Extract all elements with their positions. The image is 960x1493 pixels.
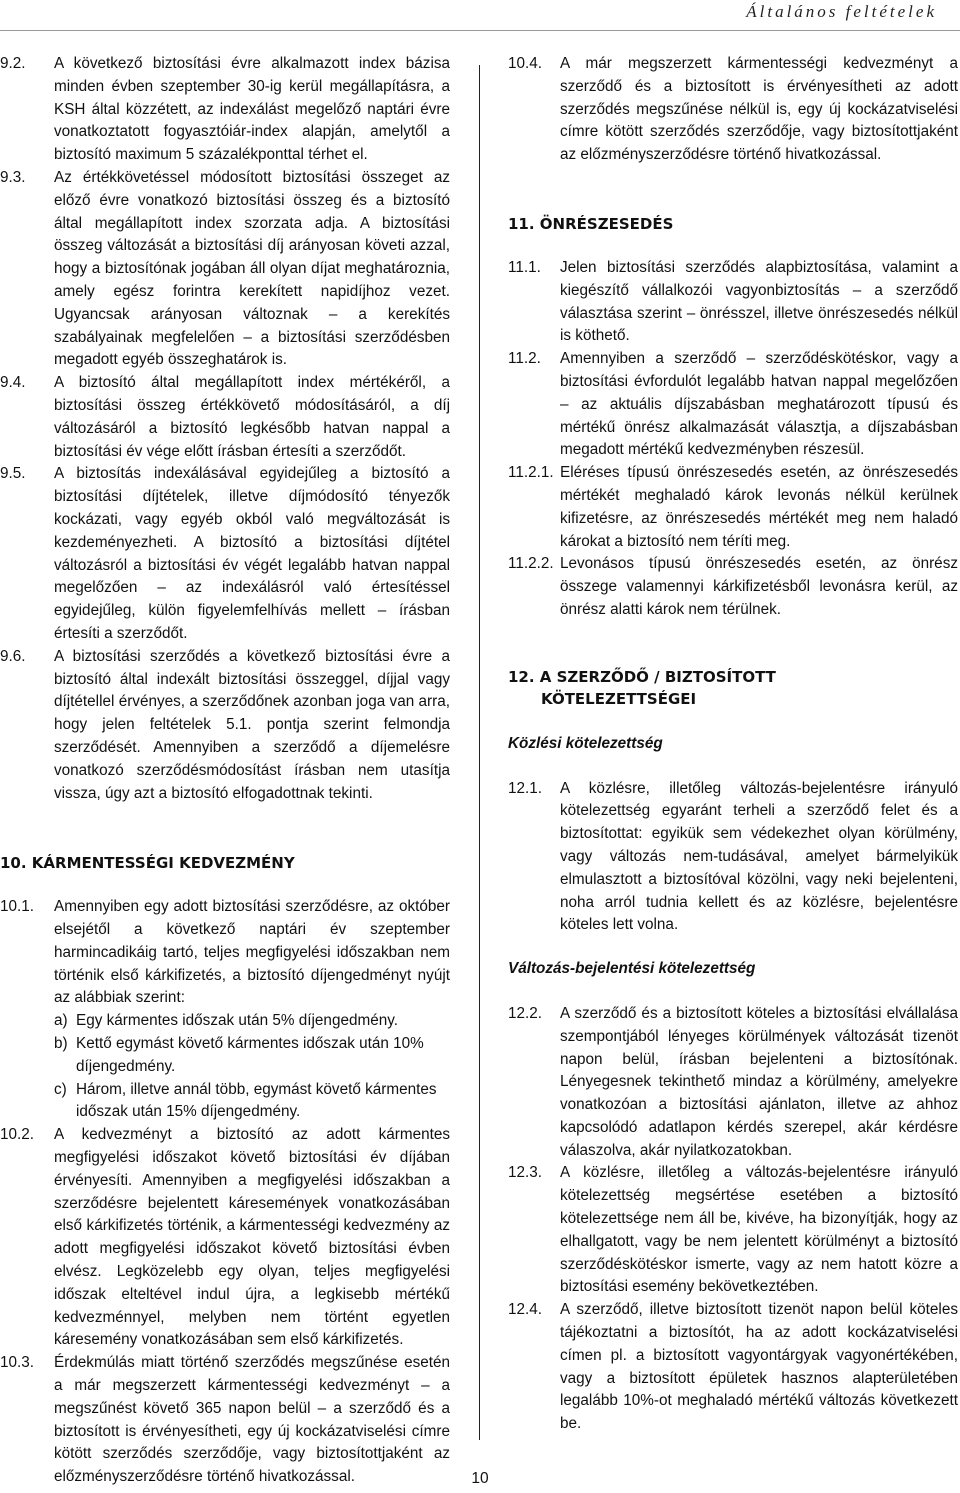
clause-number: 11.2.	[508, 350, 541, 368]
clause-text: A biztosító által megállapított index mértékéről, a biztosítási összeg értékkövető módosításáról, a díj változásáról a biztosító legkésőbb hatvan nappal a biztosítási év vége előtt írásban értesíti a szerződőt.	[54, 374, 450, 460]
clause-9-2	[0, 53, 450, 167]
clause-11-2	[508, 348, 958, 462]
clause-number: 11.2.1.	[508, 464, 554, 482]
clause-10-2	[0, 1124, 450, 1352]
clause-9-5	[0, 463, 450, 645]
clause-text: Az értékkövetéssel módosított biztosítási összeget az előző évre vonatkozó biztosítási összeg és a biztosító által megállapított index szorzata adja. A biztosítási összeg változását a biztosítási díj arányosan követi azzal, hogy a biztosítónak jogában áll olyan díjat meghatároznia, amely egész forintra kerekített napidíjhoz vezet. Ugyancsak arányosan változnak – a kerekítés szabályainak megfelelően – a biztosítási szerződésben megadott egyéb összeghatárok is.	[54, 168, 450, 369]
clause-12-2	[508, 1003, 958, 1163]
column-divider	[479, 65, 480, 1440]
clause-text: A szerződő és a biztosított köteles a biztosítási elvállalása szempontjából lényeges körülmények változását tizenöt napon belül, írásban bejelenteni a biztosítónak. Lényegesnek tekinthető mindaz a körülmény, amelyekre vonatkozóan a biztosítási ajánlaton, illetve az ahhoz kapcsolódó adatlapon kérdés szerepel, akár kérdésre válaszolva, akár nyilatkozatokban.	[560, 1004, 958, 1159]
clause-11-1	[508, 257, 958, 348]
sub-item-label: c)	[54, 1080, 67, 1098]
right-column	[508, 53, 958, 1436]
clause-number: 9.2.	[0, 55, 26, 72]
clause-12-4	[508, 1299, 958, 1436]
clause-number: 12.1.	[508, 779, 543, 797]
clause-text: A közlésre, illetőleg a változás-bejelentésre irányuló kötelezettség megsértése esetében a biztosító kötelezettsége nem áll be, kivéve, ha bizonyítják, hogy az elhallgatott, vagy be nem jelentett körülményt a biztosító szerződéskötéskor ismerte, vagy az nem hatott közre a biztosítási esemény bekövetkeztében.	[560, 1164, 958, 1296]
clause-number: 9.4.	[0, 374, 26, 392]
clause-text: Levonásos típusú önrészesedés esetén, az önrész összege valamennyi kárkifizetésből levonásra kerül, az önrész alatti károk nem térülnek.	[560, 555, 958, 618]
clause-text: A kedvezményt a biztosító az adott kármentes megfigyelési időszakot követő biztosítási év díjában érvényesíti. Amennyiben a megfigyelési időszakban a szerződésre bejelentett káresemények vonatkozásában első kárkifizetés történik, a kármentességi kedvezmény az adott megfigyelési időszakot követő biztosítási évben elvész. Legközelebb egy olyan, teljes megfigyelési időszak elteltével indul újra, a legkisebb mértékű kedvezménnyel, melyben nem történt egyetlen káresemény vonatkozásában sem első kárkifizetés.	[54, 1126, 450, 1349]
clause-text: A biztosítás indexálásával egyidejűleg a biztosító a biztosítási díjtételek, illetve díjmódosító tényezők kockázati, vagy egyéb okból való megváltozását is kezdeményezheti. A biztosító a biztosítási díjtétel változásról a biztosítási év végét legalább hatvan nappal megelőzően – az indexálásról való értesítéssel egyidejűleg, külön figyelemfelhívás mellett – írásban értesíti a szerződőt.	[54, 465, 450, 642]
page-number: 10	[471, 1470, 489, 1487]
clause-text: Jelen biztosítási szerződés alapbiztosítása, valamint a kiegészítő vállalkozói vagyonbiztosítás – a szerződő választása szerint – önrésszel, illetve önrészesedés nélkül is köthető.	[560, 258, 958, 345]
subheading-change-notification-duty: Változás-bejelentési kötelezettség	[508, 960, 756, 978]
header-rule	[0, 30, 960, 31]
clause-number: 9.6.	[0, 647, 26, 665]
sub-item-text: Egy kármentes időszak után 5% díjengedmény.	[76, 1012, 398, 1030]
clause-number: 12.3.	[508, 1164, 543, 1182]
left-column	[0, 53, 450, 1489]
clause-number: 10.3.	[0, 1354, 35, 1372]
clause-9-3	[0, 167, 450, 372]
clause-10-3	[0, 1352, 450, 1489]
sub-item-b	[54, 1033, 450, 1079]
clause-9-4	[0, 372, 450, 463]
section-11-heading: 11. ÖNRÉSZESEDÉS	[508, 214, 674, 233]
clause-number: 11.2.2.	[508, 555, 554, 573]
sub-item-label: a)	[54, 1012, 68, 1030]
sub-item-label: b)	[54, 1035, 68, 1053]
clause-number: 9.5.	[0, 465, 26, 483]
clause-number: 11.1.	[508, 258, 541, 276]
clause-text: Amennyiben egy adott biztosítási szerződésre, az október elsejétől a következő naptári év szeptember harmincadikáig tartó, teljes megfigyelési időszakban nem történik első kárkifizetés, a biztosító díjengedményt nyújt az alábbiak szerint:	[54, 898, 450, 1007]
clause-number: 12.2.	[508, 1004, 543, 1022]
clause-number: 12.4.	[508, 1301, 543, 1319]
clause-9-6	[0, 646, 450, 806]
clause-text: Amennyiben a szerződő – szerződéskötéskor, vagy a biztosítási évfordulót legalább hatvan nappal megelőzően – az aktuális díjszabásban meghatározott típusú és mértékű önrész alkalmazását választja, a díjszabásban megadott mértékű kedvezményben részesül.	[560, 350, 958, 459]
clause-text: A már megszerzett kármentességi kedvezményt a szerződő és a biztosított is érvényesítheti az adott szerződés megszűnése nélkül is, egy új kockázatviselési címre kötött szerződés szerződője, vagy biztosítottjaként az előzményszerződésre történő hivatkozással.	[560, 55, 958, 164]
sub-item-text: Kettő egymást követő kármentes időszak után 10% díjengedmény.	[76, 1035, 424, 1075]
sub-item-a	[54, 1010, 450, 1033]
clause-10-4	[508, 53, 958, 167]
clause-12-1	[508, 778, 958, 938]
clause-number: 10.4.	[508, 55, 543, 72]
clause-12-3	[508, 1162, 958, 1299]
clause-text: A következő biztosítási évre alkalmazott index bázisa minden évben szeptember 30-ig kerül megállapításra, a KSH által közzétett, az indexálást megelőző naptári évre vonatkoztatott fogyasztóiár-index alapján, amelytől a biztosító maximum 5 százalékponttal térhet el.	[54, 55, 450, 164]
running-header-title: Általános feltételek	[746, 2, 937, 21]
section-12-heading	[508, 666, 958, 710]
clause-11-2-1	[508, 462, 958, 553]
section-12-heading-line2: KÖTELEZETTSÉGEI	[541, 689, 697, 708]
clause-number: 10.1.	[0, 898, 35, 916]
clause-text: Érdekmúlás miatt történő szerződés megszűnése esetén a már megszerzett kármentességi kedvezményt – a megszűnést követő 365 napon belül – a szerződő és a biztosított is érvényesítheti, egy új kockázatviselési címre kötött szerződés szerződője, vagy biztosítottjaként az előzményszerződésre történő hivatkozással.	[54, 1354, 450, 1486]
section-12-heading-line1: 12. A SZERZŐDŐ / BIZTOSÍTOTT	[508, 667, 776, 686]
clause-text: Eléréses típusú önrészesedés esetén, az önrészesedés mértékét meghaladó károk levonás nélkül kerülnek kifizetésre, az önrészesedés mértékét meg nem haladó károkat a biztosító nem téríti meg.	[560, 464, 958, 550]
clause-text: A biztosítási szerződés a következő biztosítási évre a biztosító által indexált biztosítási összeggel, díjjal vagy díjtétellel érvényes, a szerződőnek azonban joga van arra, hogy jelen feltételek 5.1. pontja szerint felmondja szerződését. Amennyiben a szerződő a díjemelésre vonatkozó szerződésmódosítást írásban nem utasítja vissza, úgy azt a biztosító elfogadottnak tekinti.	[54, 647, 450, 802]
clause-10-1	[0, 896, 450, 1124]
sub-item-text: Három, illetve annál több, egymást követő kármentes időszak után 15% díjengedmény.	[76, 1080, 437, 1121]
clause-number: 9.3.	[0, 168, 26, 186]
section-10-heading: 10. KÁRMENTESSÉGI KEDVEZMÉNY	[0, 854, 295, 873]
clause-number: 10.2.	[0, 1126, 35, 1144]
sub-item-c	[54, 1079, 450, 1125]
clause-11-2-2	[508, 553, 958, 621]
clause-text: A szerződő, illetve biztosított tizenöt napon belül köteles tájékoztatni a biztosítót, ha az adott kockázatviselési címen pl. a biztosított vagyontárgyak vagyonértékében, vagy a biztosított épületek hasznos alapterületében legalább 10%-ot meghaladó mértékű változás következett be.	[560, 1301, 958, 1433]
clause-text: A közlésre, illetőleg változás-bejelentésre irányuló kötelezettség egyaránt terheli a szerződő felet és a biztosítottat: egyikük sem védekezhet olyan körülmény, vagy változás nem-tudásával, amelyet bármelyikük elmulasztott a biztosítóval közölni, vagy neki bejelenteni, noha arról tudnia kellett és az közlésre, bejelentésre köteles lett volna.	[560, 779, 958, 934]
subheading-disclosure-duty: Közlési kötelezettség	[508, 734, 663, 752]
